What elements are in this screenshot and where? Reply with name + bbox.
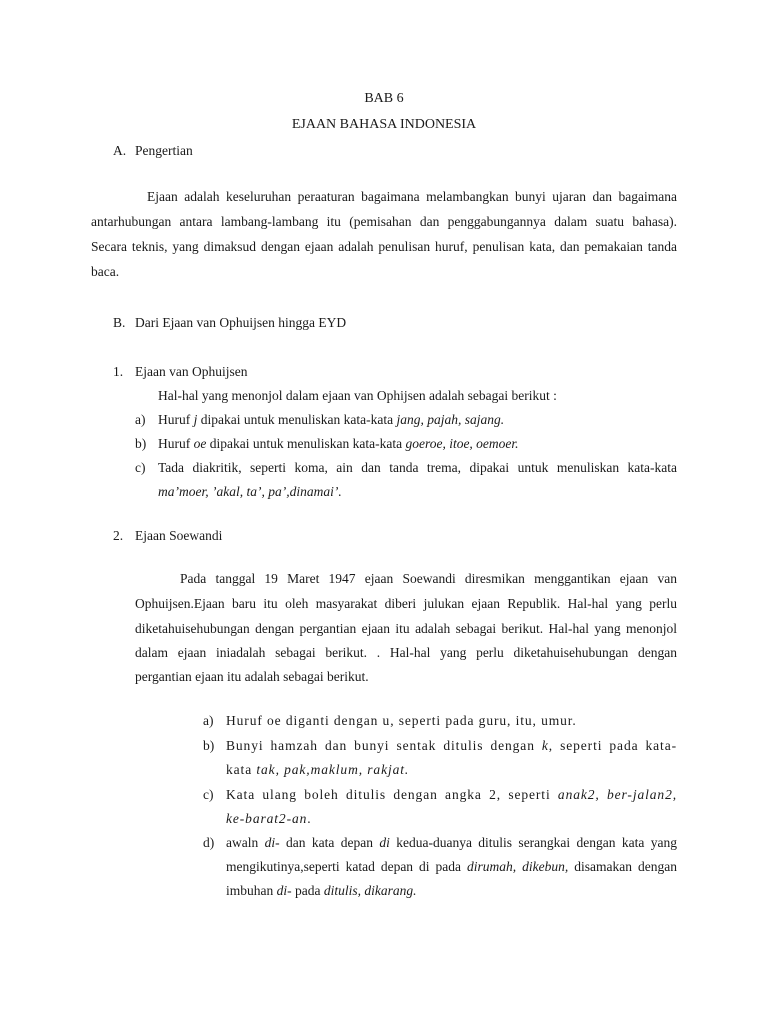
item-1-marker: 1. bbox=[113, 364, 124, 379]
item-2-point-c-line-2: ke-barat2-an. bbox=[226, 811, 312, 826]
item-2-point-c-marker: c) bbox=[203, 787, 214, 802]
section-a-line-3: Secara teknis, yang dimaksud dengan ejaan adalah penulisan huruf, penulisan kata, dan pemakaian tanda bbox=[91, 239, 677, 254]
item-2-para-line-1: Pada tanggal 19 Maret 1947 ejaan Soewandi diresmikan menggantikan ejaan van bbox=[180, 571, 677, 586]
item-1-point-b-marker: b) bbox=[135, 436, 147, 451]
section-b-title: Dari Ejaan van Ophuijsen hingga EYD bbox=[135, 315, 347, 330]
item-1-title: Ejaan van Ophuijsen bbox=[135, 364, 248, 379]
item-2-point-b-line-2: kata tak, pak,maklum, rakjat. bbox=[226, 762, 410, 777]
section-a-marker: A. bbox=[113, 143, 127, 158]
chapter-title: EJAAN BAHASA INDONESIA bbox=[291, 117, 477, 132]
item-1-point-a-marker: a) bbox=[135, 412, 146, 427]
item-1-point-b: Huruf oe dipakai untuk menuliskan kata-kata goeroe, itoe, oemoer. bbox=[158, 436, 519, 451]
item-2-point-c-line-1: Kata ulang boleh ditulis dengan angka 2, seperti anak2, ber-jalan2, bbox=[226, 787, 677, 802]
item-2-point-a-marker: a) bbox=[203, 713, 214, 728]
item-2-para-line-4: dalam ejaan iniadalah sebagai berikut. . Hal-hal yang perlu diketahuisehubungan dengan bbox=[135, 645, 677, 660]
item-2-point-b-line-1: Bunyi hamzah dan bunyi sentak ditulis dengan k, seperti pada kata- bbox=[226, 738, 677, 753]
item-2-point-d-line-2: mengikutinya,seperti katad depan di pada dirumah, dikebun, disamakan dengan bbox=[226, 859, 677, 874]
item-1-point-c-marker: c) bbox=[135, 460, 146, 475]
section-a-line-2: antarhubungan antara lambang-lambang itu (pemisahan dan penggabungannya dalam suatu bahasa). bbox=[91, 214, 677, 229]
chapter-number: BAB 6 bbox=[364, 91, 404, 106]
item-2-marker: 2. bbox=[113, 528, 124, 543]
item-2-point-b-marker: b) bbox=[203, 738, 215, 753]
item-2-para-line-2: Ophuijsen.Ejaan baru itu oleh masyarakat diberi julukan ejaan Republik. Hal-hal yang perlu bbox=[135, 596, 677, 611]
section-a-line-4: baca. bbox=[91, 264, 120, 279]
item-2-title: Ejaan Soewandi bbox=[135, 528, 223, 543]
item-1-intro: Hal-hal yang menonjol dalam ejaan van Ophijsen adalah sebagai berikut : bbox=[158, 388, 557, 403]
item-2-point-d-marker: d) bbox=[203, 835, 215, 850]
item-1-point-a: Huruf j dipakai untuk menuliskan kata-kata jang, pajah, sajang. bbox=[158, 412, 505, 427]
item-2-para-line-5: pergantian ejaan itu adalah sebagai berikut. bbox=[135, 669, 369, 684]
item-1-point-c-line-1: Tada diakritik, seperti koma, ain dan tanda trema, dipakai untuk menuliskan kata-kata bbox=[158, 460, 677, 475]
section-a-title: Pengertian bbox=[135, 143, 193, 158]
item-2-point-a: Huruf oe diganti dengan u, seperti pada guru, itu, umur. bbox=[226, 713, 577, 728]
item-2-point-d-line-3: imbuhan di- pada ditulis, dikarang. bbox=[226, 883, 417, 898]
item-2-point-d-line-1: awaln di- dan kata depan di kedua-duanya ditulis serangkai dengan kata yang bbox=[226, 835, 677, 850]
item-1-point-c-line-2: ma’moer, ’akal, ta’, pa’,dinamai’. bbox=[158, 484, 342, 499]
section-a-line-1: Ejaan adalah keseluruhan peraaturan bagaimana melambangkan bunyi ujaran dan bagaimana bbox=[147, 189, 677, 204]
item-2-para-line-3: diketahuisehubungan dengan pergantian ejaan itu adalah sebagai berikut. Hal-hal yang menonjol bbox=[135, 621, 677, 636]
section-b-marker: B. bbox=[113, 315, 126, 330]
